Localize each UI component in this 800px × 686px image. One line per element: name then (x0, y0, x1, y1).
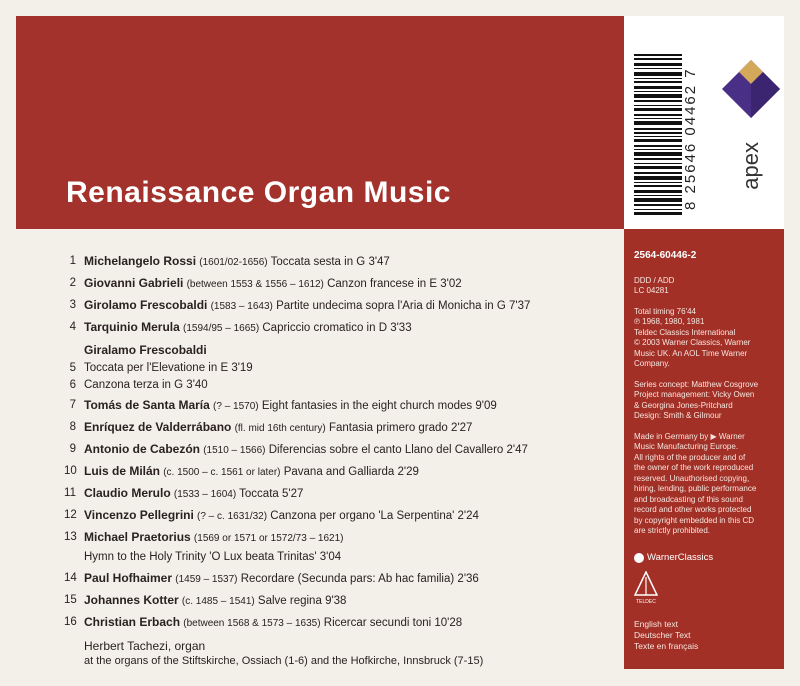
timing-copyright: Total timing 76'44 ℗ 1968, 1980, 1981 Teldec Classics International © 2003 Warner Classics, Warner Music UK. An AOL Time Warner Company. (634, 306, 751, 368)
composer: Michael Praetorius (84, 530, 191, 544)
barcode-number: 8 25646 04462 7 (682, 67, 699, 210)
composer: Luis de Milán (84, 464, 161, 478)
composer: Claudio Merulo (84, 486, 171, 500)
composer: Giralamo Frescobaldi (84, 343, 207, 357)
warner-circle-icon (634, 553, 644, 563)
track-row: 12 Vincenzo Pellegrini (? – c. 1631/32) Canzona per organo 'La Serpentina' 2'24 (64, 508, 479, 522)
composer: Enríquez de Valderrábano (84, 420, 232, 434)
track-row: 2 Giovanni Gabrieli (between 1553 & 1556 – 1612) Canzon francese in E 3'02 (69, 276, 462, 290)
composer: Michelangelo Rossi (84, 254, 197, 268)
track-row: 14 Paul Hofhaimer (1459 – 1537) Recordare (Secunda pars: Ab hac familia) 2'36 (64, 571, 479, 585)
warner-classics-logo: WarnerClassics (634, 553, 774, 564)
track-row: 10 Luis de Milán (c. 1500 – c. 1561 or later) Pavana and Galliarda 2'29 (64, 464, 419, 478)
barcode (634, 54, 682, 217)
performer-venue: at the organs of the Stiftskirche, Ossiach (1-6) and the Hofkirche, Innsbruck (7-15) (84, 655, 484, 667)
track-row: 15 Johannes Kotter (c. 1485 – 1541) Salve regina 9'38 (64, 593, 347, 607)
track-row: 11 Claudio Merulo (1533 – 1604) Toccata 5'27 (64, 486, 304, 500)
composer: Paul Hofhaimer (84, 571, 173, 585)
brand-box (624, 16, 784, 229)
svg-text:TELDEC: TELDEC (636, 599, 656, 605)
teldec-logo-icon (634, 571, 658, 605)
track-row: 8 Enríquez de Valderrábano (fl. mid 16th century) Fantasia primero grado 2'27 (69, 420, 473, 434)
track-group-frescobaldi (64, 341, 612, 394)
track-row: 9 Antonio de Cabezón (1510 – 1566) Diferencias sobre el canto Llano del Cavallero 2'47 (69, 442, 528, 456)
track-row: 7 Tomás de Santa María (? – 1570) Eight fantasies in the eight church modes 9'09 (69, 398, 497, 412)
album-title: Renaissance Organ Music (66, 176, 451, 209)
track-list (64, 252, 612, 669)
apex-logo-icon (722, 60, 780, 118)
composer: Giovanni Gabrieli (84, 276, 184, 290)
track-row: 16 Christian Erbach (between 1568 & 1573 – 1635) Ricercar secundi toni 10'28 (64, 615, 463, 629)
apex-label: apex (738, 142, 763, 190)
catalog-number: 2564-60446-2 (634, 250, 697, 261)
credits: Series concept: Matthew Cosgrove Project management: Vicky Owen & Georgina Jones-Pritchard Design: Smith & Gilmour (634, 379, 759, 420)
composer: Girolamo Frescobaldi (84, 298, 208, 312)
composer: Christian Erbach (84, 615, 181, 629)
composer: Antonio de Cabezón (84, 442, 200, 456)
info-sidebar (624, 229, 784, 669)
performer-name: Herbert Tachezi, organ (84, 639, 206, 653)
track-row: 4 Tarquinio Merula (1594/95 – 1665) Capriccio cromatico in D 3'33 (69, 320, 412, 334)
composer: Tomás de Santa María (84, 398, 210, 412)
performer-credit (64, 639, 612, 669)
composer: Tarquinio Merula (84, 320, 180, 334)
composer: Johannes Kotter (84, 593, 179, 607)
track-row: 13 Michael Praetorius (1569 or 1571 or 1572/73 – 1621) Hymn to the Holy Trinity 'O Lux beata Trinitas' 3'04 (64, 530, 344, 563)
composer: Vincenzo Pellegrini (84, 508, 194, 522)
languages: English text Deutscher Text Texte en français (634, 618, 699, 651)
legal-notice: Made in Germany by ▶ Warner Music Manufacturing Europe. All rights of the producer and of the owner of the work reproduced reserved. Unauthorised copying, hiring, lending, public performance and broadcasting of this sound record and other works protected by copyright embedded in this CD are strictly prohibited. (634, 431, 757, 535)
track-row: 3 Girolamo Frescobaldi (1583 – 1643) Partite undecima sopra l'Aria di Monicha in G 7'37 (69, 298, 531, 312)
track-row: 5 Toccata per l'Elevatione in E 3'19 (69, 362, 253, 374)
track-row: 6 Canzona terza in G 3'40 (69, 379, 208, 391)
format-info: DDD / ADD LC 04281 (634, 275, 675, 295)
track-row: 1 Michelangelo Rossi (1601/02-1656) Toccata sesta in G 3'47 (69, 254, 390, 268)
